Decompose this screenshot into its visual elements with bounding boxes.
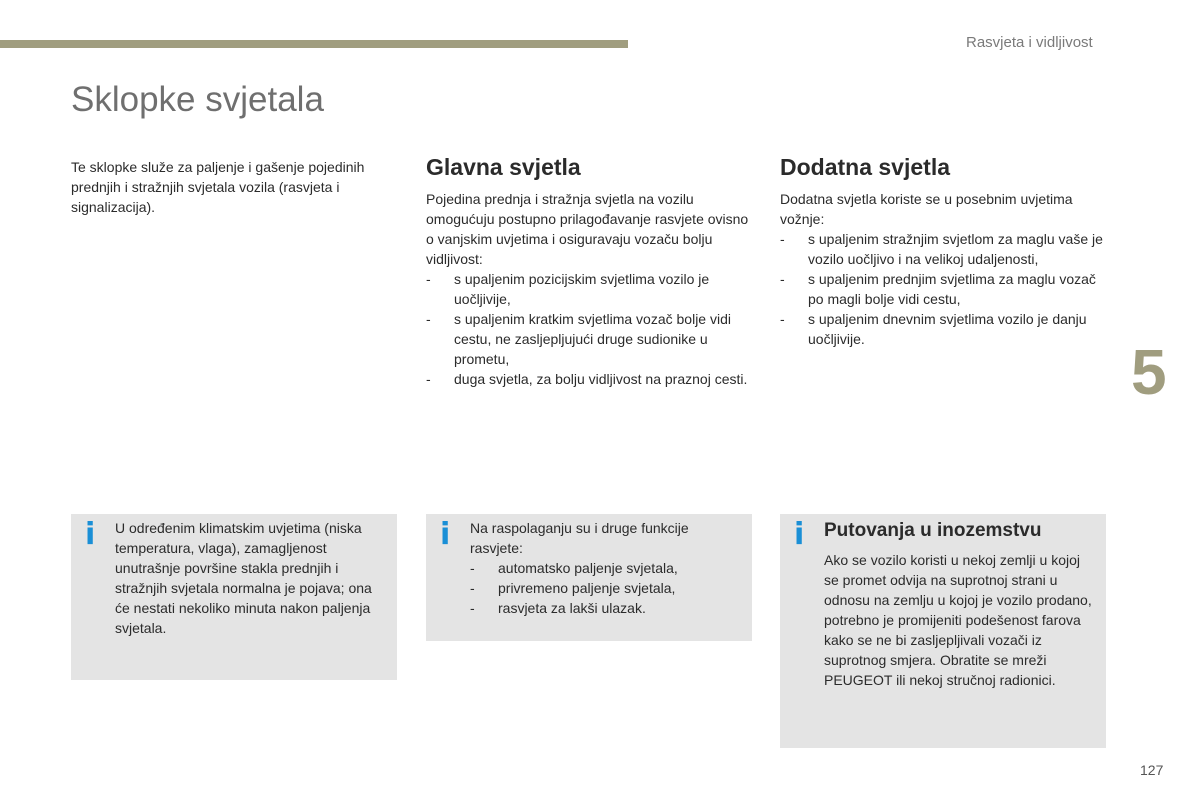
list-item-text: s upaljenim dnevnim svjetlima vozilo je danju uočljivije. bbox=[808, 311, 1087, 347]
info-box-other-functions bbox=[426, 514, 752, 641]
info-box-travel-abroad bbox=[780, 514, 1106, 748]
extra-lights-section bbox=[780, 152, 1110, 349]
list-item bbox=[470, 558, 742, 578]
info-icon: i bbox=[440, 517, 451, 552]
info-box-text: Ako se vozilo koristi u nekoj zemlji u kojoj se promet odvija na suprotnoj strani u odnosu na zemlju u kojoj je vozilo prodano, potrebno je promijeniti podešenost farova kako se ne bi zasljepljivali vozači iz suprotnog smjera. Obratite se mreži PEUGEOT ili nekoj stručnoj radionici. bbox=[824, 552, 1092, 688]
extra-lights-list bbox=[780, 229, 1110, 349]
dash-marker: - bbox=[780, 271, 785, 287]
section-header: Rasvjeta i vidljivost bbox=[966, 34, 1093, 51]
main-lights-section bbox=[426, 152, 756, 389]
info-box-text: Na raspolaganju su i druge funkcije rasvjete: bbox=[470, 520, 689, 556]
list-item bbox=[780, 309, 1110, 349]
dash-marker: - bbox=[426, 371, 431, 387]
info-icon: i bbox=[794, 517, 805, 552]
list-item bbox=[780, 229, 1110, 269]
info-box-condensation bbox=[71, 514, 397, 680]
list-item bbox=[426, 309, 756, 369]
dash-marker: - bbox=[426, 311, 431, 327]
dash-marker: - bbox=[780, 311, 785, 327]
extra-lights-heading: Dodatna svjetla bbox=[780, 154, 950, 180]
dash-marker: - bbox=[470, 580, 475, 596]
list-item-text: s upaljenim stražnjim svjetlom za maglu vaše je vozilo uočljivo i na velikoj udaljenosti, bbox=[808, 231, 1103, 267]
info-icon: i bbox=[85, 517, 96, 552]
info-box-list bbox=[470, 558, 742, 618]
list-item-text: privremeno paljenje svjetala, bbox=[498, 580, 676, 596]
extra-lights-text: Dodatna svjetla koriste se u posebnim uvjetima vožnje: bbox=[780, 191, 1073, 227]
list-item-text: s upaljenim pozicijskim svjetlima vozilo je uočljivije, bbox=[454, 271, 710, 307]
header-accent-bar bbox=[0, 40, 628, 48]
intro-paragraph: Te sklopke služe za paljenje i gašenje pojedinih prednjih i stražnjih svjetala vozila (rasvjeta i signalizacija). bbox=[71, 159, 365, 215]
info-box-text: U određenim klimatskim uvjetima (niska temperatura, vlaga), zamagljenost unutrašnje površine stakla prednjih i stražnjih svjetala normalna je pojava; ona će nestati nekoliko minuta nakon paljenja svjetala. bbox=[115, 520, 372, 636]
dash-marker: - bbox=[426, 271, 431, 287]
list-item bbox=[426, 269, 756, 309]
list-item bbox=[426, 369, 756, 389]
dash-marker: - bbox=[780, 231, 785, 247]
main-lights-text: Pojedina prednja i stražnja svjetla na vozilu omogućuju postupno prilagođavanje rasvjete ovisno o vanjskim uvjetima i osiguravaju vozaču bolju vidljivost: bbox=[426, 191, 749, 267]
list-item-text: s upaljenim kratkim svjetlima vozač bolje vidi cestu, ne zasljepljujući druge sudionike u prometu, bbox=[454, 311, 731, 367]
list-item-text: s upaljenim prednjim svjetlima za maglu vozač po magli bolje vidi cestu, bbox=[808, 271, 1096, 307]
chapter-number: 5 bbox=[1131, 336, 1167, 408]
list-item-text: rasvjeta za lakši ulazak. bbox=[498, 600, 646, 616]
info-box-title: Putovanja u inozemstvu bbox=[824, 520, 1042, 541]
list-item bbox=[470, 578, 742, 598]
dash-marker: - bbox=[470, 560, 475, 576]
main-lights-heading: Glavna svjetla bbox=[426, 154, 581, 180]
list-item-text: duga svjetla, za bolju vidljivost na praznoj cesti. bbox=[454, 371, 748, 387]
page-title: Sklopke svjetala bbox=[71, 80, 324, 119]
list-item bbox=[780, 269, 1110, 309]
list-item-text: automatsko paljenje svjetala, bbox=[498, 560, 678, 576]
dash-marker: - bbox=[470, 600, 475, 616]
main-lights-list bbox=[426, 269, 756, 389]
list-item bbox=[470, 598, 742, 618]
page-number: 127 bbox=[1140, 762, 1164, 778]
